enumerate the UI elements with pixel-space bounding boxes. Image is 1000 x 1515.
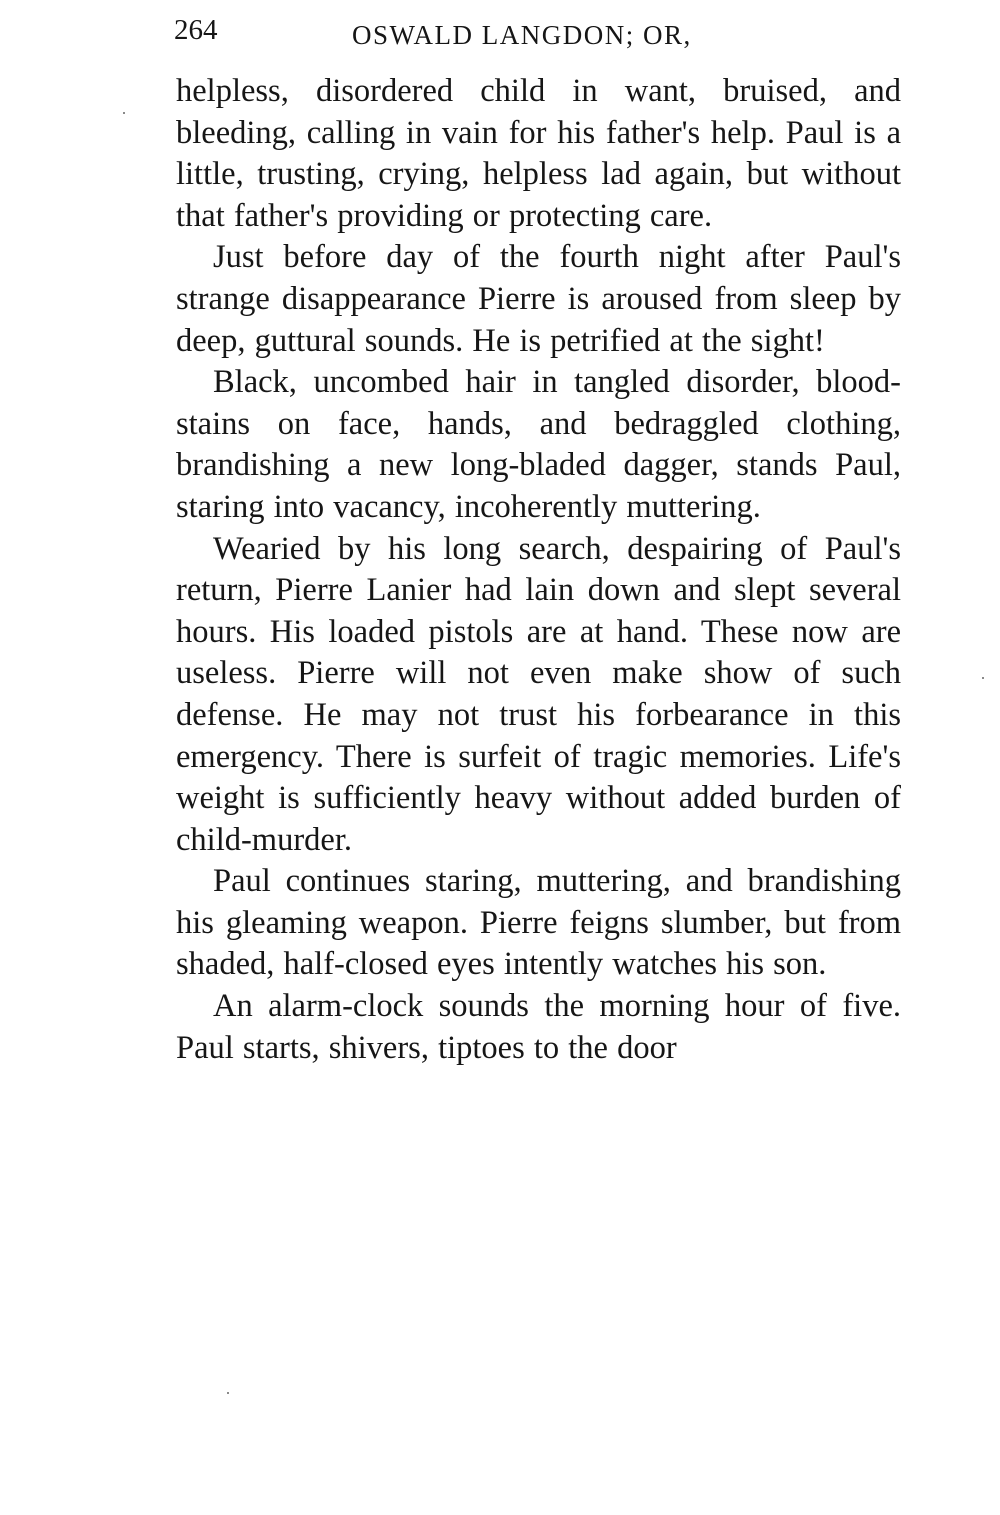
page-header: [174, 14, 900, 54]
running-title: OSWALD LANGDON; OR,: [352, 20, 692, 50]
paragraph-continued: helpless, disordered child in want, bruised, and bleeding, calling in vain for his father's help. Paul is a little, trusting, crying, helpless lad again, but without that father's providing or protecting care.: [176, 73, 901, 234]
page-number: 264: [174, 14, 218, 46]
paragraph-alarm-clock: An alarm-clock sounds the morning hour of five. Paul starts, shivers, tiptoes to the door: [176, 988, 901, 1066]
paragraph-wearied-search: Wearied by his long search, despairing of Paul's return, Pierre Lanier had lain down and slept several hours. His loaded pistols are at hand. These now are useless. Pierre will not even make show of such defense. He may not trust his forbearance in this emergency. There is surfeit of tragic memories. Life's weight is sufficiently heavy without added burden of child-murder.: [176, 530, 901, 858]
paragraph-paul-description: Black, uncombed hair in tangled disorder, blood-stains on face, hands, and bedraggled clothing, brandishing a new long-bladed dagger, stands Paul, staring into vacancy, incoherently muttering.: [176, 364, 901, 525]
scan-speck: [982, 677, 984, 679]
paragraph-paul-continues: Paul continues staring, muttering, and brandishing his gleaming weapon. Pierre feigns slumber, but from shaded, half-closed eyes intently watches his son.: [176, 863, 901, 983]
body-text: [176, 71, 901, 1069]
scan-speck: [227, 1392, 229, 1394]
paragraph-pierre-aroused: Just before day of the fourth night after Paul's strange disappearance Pierre is aroused from sleep by deep, guttural sounds. He is petrified at the sight!: [176, 239, 901, 359]
scan-speck: [123, 112, 125, 114]
